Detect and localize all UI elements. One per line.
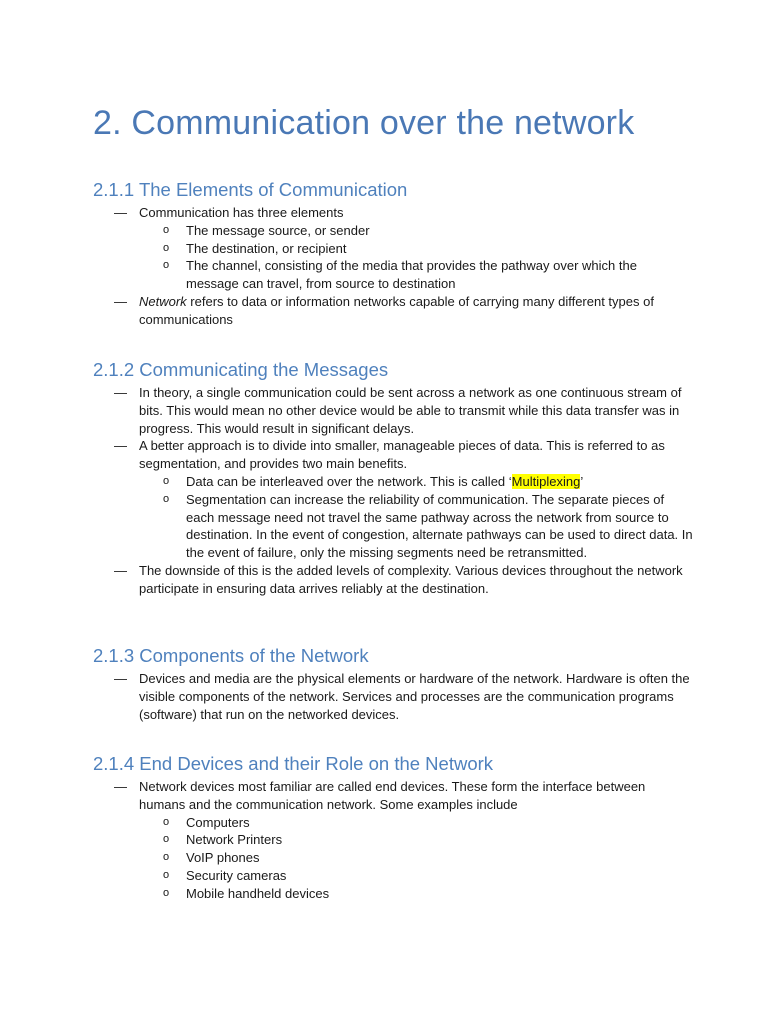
- section-end-devices: [93, 752, 693, 903]
- sub-list: [139, 814, 693, 903]
- list-item-text: Devices and media are the physical elements or hardware of the network. Hardware is often the visible components of the network. Services and processes are the communication programs (software) that run on the networked devices.: [139, 671, 690, 722]
- sub-list-item-text: The message source, or sender: [186, 222, 370, 238]
- list-item-text: refers to data or information networks capable of carrying many different types of communications: [139, 293, 654, 327]
- section-components-of-network: [93, 644, 693, 723]
- list-item: [93, 562, 693, 598]
- network-term: Network: [139, 293, 187, 309]
- list-item: [93, 778, 693, 903]
- circle-bullet-icon: o: [163, 886, 170, 899]
- sub-list-item-text: The channel, consisting of the media that provides the pathway over which the message can travel, from source to destination: [186, 258, 637, 292]
- sub-list-item: [93, 222, 693, 240]
- sub-list-item-text: Segmentation can increase the reliability of communication. The separate pieces of each message need not travel the same pathway across the network from source to destination. In the event of congestion, alternate pathways can be used to direct data. In the event of failure, only the missing segments need be retransmitted.: [186, 491, 693, 561]
- sub-list-item-text: VoIP phones: [186, 850, 260, 866]
- bullet-list: [93, 384, 693, 598]
- section-elements-of-communication: [93, 178, 693, 329]
- list-item-text: Communication has three elements: [139, 205, 344, 220]
- circle-bullet-icon: o: [163, 223, 170, 236]
- sub-list: [139, 473, 693, 562]
- list-item: [93, 293, 693, 329]
- sub-list-item: [93, 814, 693, 832]
- circle-bullet-icon: o: [163, 474, 170, 487]
- list-item: [93, 670, 693, 723]
- section-heading: 2.1.1 The Elements of Communication: [93, 179, 408, 200]
- dash-bullet-icon: —: [114, 779, 127, 794]
- circle-bullet-icon: o: [163, 259, 170, 272]
- list-item-text: Network devices most familiar are called end devices. These form the interface between humans and the communication network. Some examples include: [139, 779, 646, 812]
- circle-bullet-icon: o: [163, 815, 170, 828]
- dash-bullet-icon: —: [114, 438, 127, 454]
- sub-list-item: [93, 491, 693, 562]
- list-item-text: The downside of this is the added levels of complexity. Various devices throughout the network participate in ensuring data arrives reliably at the destination.: [139, 562, 683, 596]
- closing-quote: ’: [580, 473, 584, 489]
- sub-list-item-text: Data can be interleaved over the network. This is called ‘: [186, 473, 512, 489]
- sub-list-item-text: Computers: [186, 814, 250, 830]
- section-heading: 2.1.4 End Devices and their Role on the Network: [93, 753, 494, 774]
- highlighted-term: Multiplexing: [511, 473, 581, 489]
- list-item-text: In theory, a single communication could be sent across a network as one continuous stream of bits. This would mean no other device would be able to transmit while this data transfer was in progress. This would result in significant delays.: [139, 385, 682, 436]
- sub-list-item: [93, 831, 693, 849]
- sub-list-item-text: Security cameras: [186, 867, 287, 883]
- list-item: [93, 204, 693, 293]
- dash-bullet-icon: —: [114, 671, 127, 686]
- sub-list-item: [93, 240, 693, 258]
- sub-list: [139, 222, 693, 293]
- circle-bullet-icon: o: [163, 851, 170, 864]
- sub-list-item-text: Mobile handheld devices: [186, 885, 330, 901]
- circle-bullet-icon: o: [163, 868, 170, 881]
- section-communicating-messages: [93, 358, 693, 598]
- page-title: 2. Communication over the network: [93, 104, 635, 142]
- circle-bullet-icon: o: [163, 492, 170, 505]
- sub-list-item-text: Network Printers: [186, 832, 283, 848]
- bullet-list: [93, 670, 693, 723]
- bullet-list: [93, 778, 693, 903]
- list-item: [93, 384, 693, 437]
- dash-bullet-icon: —: [114, 205, 127, 220]
- sub-list-item: [93, 867, 693, 885]
- sub-list-item: [93, 885, 693, 903]
- dash-bullet-icon: —: [114, 385, 127, 400]
- dash-bullet-icon: —: [114, 293, 127, 309]
- sub-list-item: [93, 257, 693, 293]
- list-item-text: A better approach is to divide into smaller, manageable pieces of data. This is referred to as segmentation, and provides two main benefits.: [139, 438, 665, 472]
- sub-list-item: [93, 473, 693, 491]
- sub-list-item: [93, 849, 693, 867]
- bullet-list: [93, 204, 693, 329]
- section-heading: 2.1.3 Components of the Network: [93, 645, 369, 666]
- sub-list-item-text: The destination, or recipient: [186, 240, 347, 256]
- section-heading: 2.1.2 Communicating the Messages: [93, 359, 389, 380]
- dash-bullet-icon: —: [114, 562, 127, 578]
- list-item: [93, 437, 693, 562]
- circle-bullet-icon: o: [163, 241, 170, 254]
- circle-bullet-icon: o: [163, 833, 170, 846]
